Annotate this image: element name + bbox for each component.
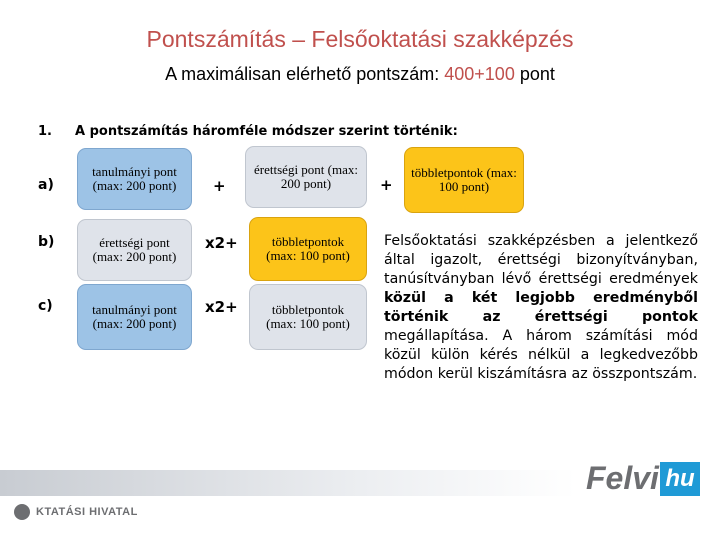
- row-c-box-tanulmanyi: tanulmányi pont (max: 200 pont): [77, 284, 192, 350]
- section-heading: A pontszámítás háromféle módszer szerint történik:: [75, 124, 458, 139]
- max-points-line: [0, 64, 720, 85]
- paragraph-bold: közül a két legjobb eredményből történik az érettségi pontok: [384, 290, 698, 325]
- row-b-box-tobbletpont: többletpontok (max: 100 pont): [249, 217, 367, 281]
- row-c-op1: x2+: [205, 298, 238, 316]
- row-label-c: c): [38, 298, 53, 314]
- row-a-box-erettsegi: érettségi pont (max: 200 pont): [245, 146, 367, 208]
- max-points-suffix: pont: [514, 64, 555, 84]
- row-label-a: a): [38, 177, 54, 193]
- ofi-logo-text: KTATÁSI HIVATAL: [36, 506, 138, 518]
- paragraph-part2: megállapítása. A három számítási mód közül külön kérés nélkül a legkedvezőbb módon kerül kiszámításra az összpontszám.: [384, 328, 698, 382]
- row-a-op1: +: [213, 177, 226, 195]
- row-label-b: b): [38, 234, 55, 250]
- paragraph-part1: Felsőoktatási szakképzésben a jelentkező által igazolt, érettségi bizonyítványban, tanúsítványban lévő érettségi eredmények: [384, 233, 698, 287]
- row-c-box-tobbletpont: többletpontok (max: 100 pont): [249, 284, 367, 350]
- explanation-paragraph: [384, 232, 698, 384]
- row-a-box-tanulmanyi: tanulmányi pont (max: 200 pont): [77, 148, 192, 210]
- row-b-box-erettsegi: érettségi pont (max: 200 pont): [77, 219, 192, 281]
- max-points-prefix: A maximálisan elérhető pontszám:: [165, 64, 445, 84]
- row-a-op2: +: [380, 176, 393, 194]
- felvi-logo-hu: hu: [660, 462, 700, 496]
- row-a-box-tobbletpont: többletpontok (max: 100 pont): [404, 147, 524, 213]
- list-number: 1.: [38, 124, 52, 139]
- ofi-logo: [14, 504, 138, 520]
- ofi-logo-icon: [14, 504, 30, 520]
- max-points-value: 400+100: [444, 64, 515, 84]
- felvi-logo: [582, 456, 702, 506]
- felvi-logo-text: Felvi: [586, 460, 659, 496]
- row-b-op1: x2+: [205, 234, 238, 252]
- page-title: Pontszámítás – Felsőoktatási szakképzés: [146, 26, 574, 52]
